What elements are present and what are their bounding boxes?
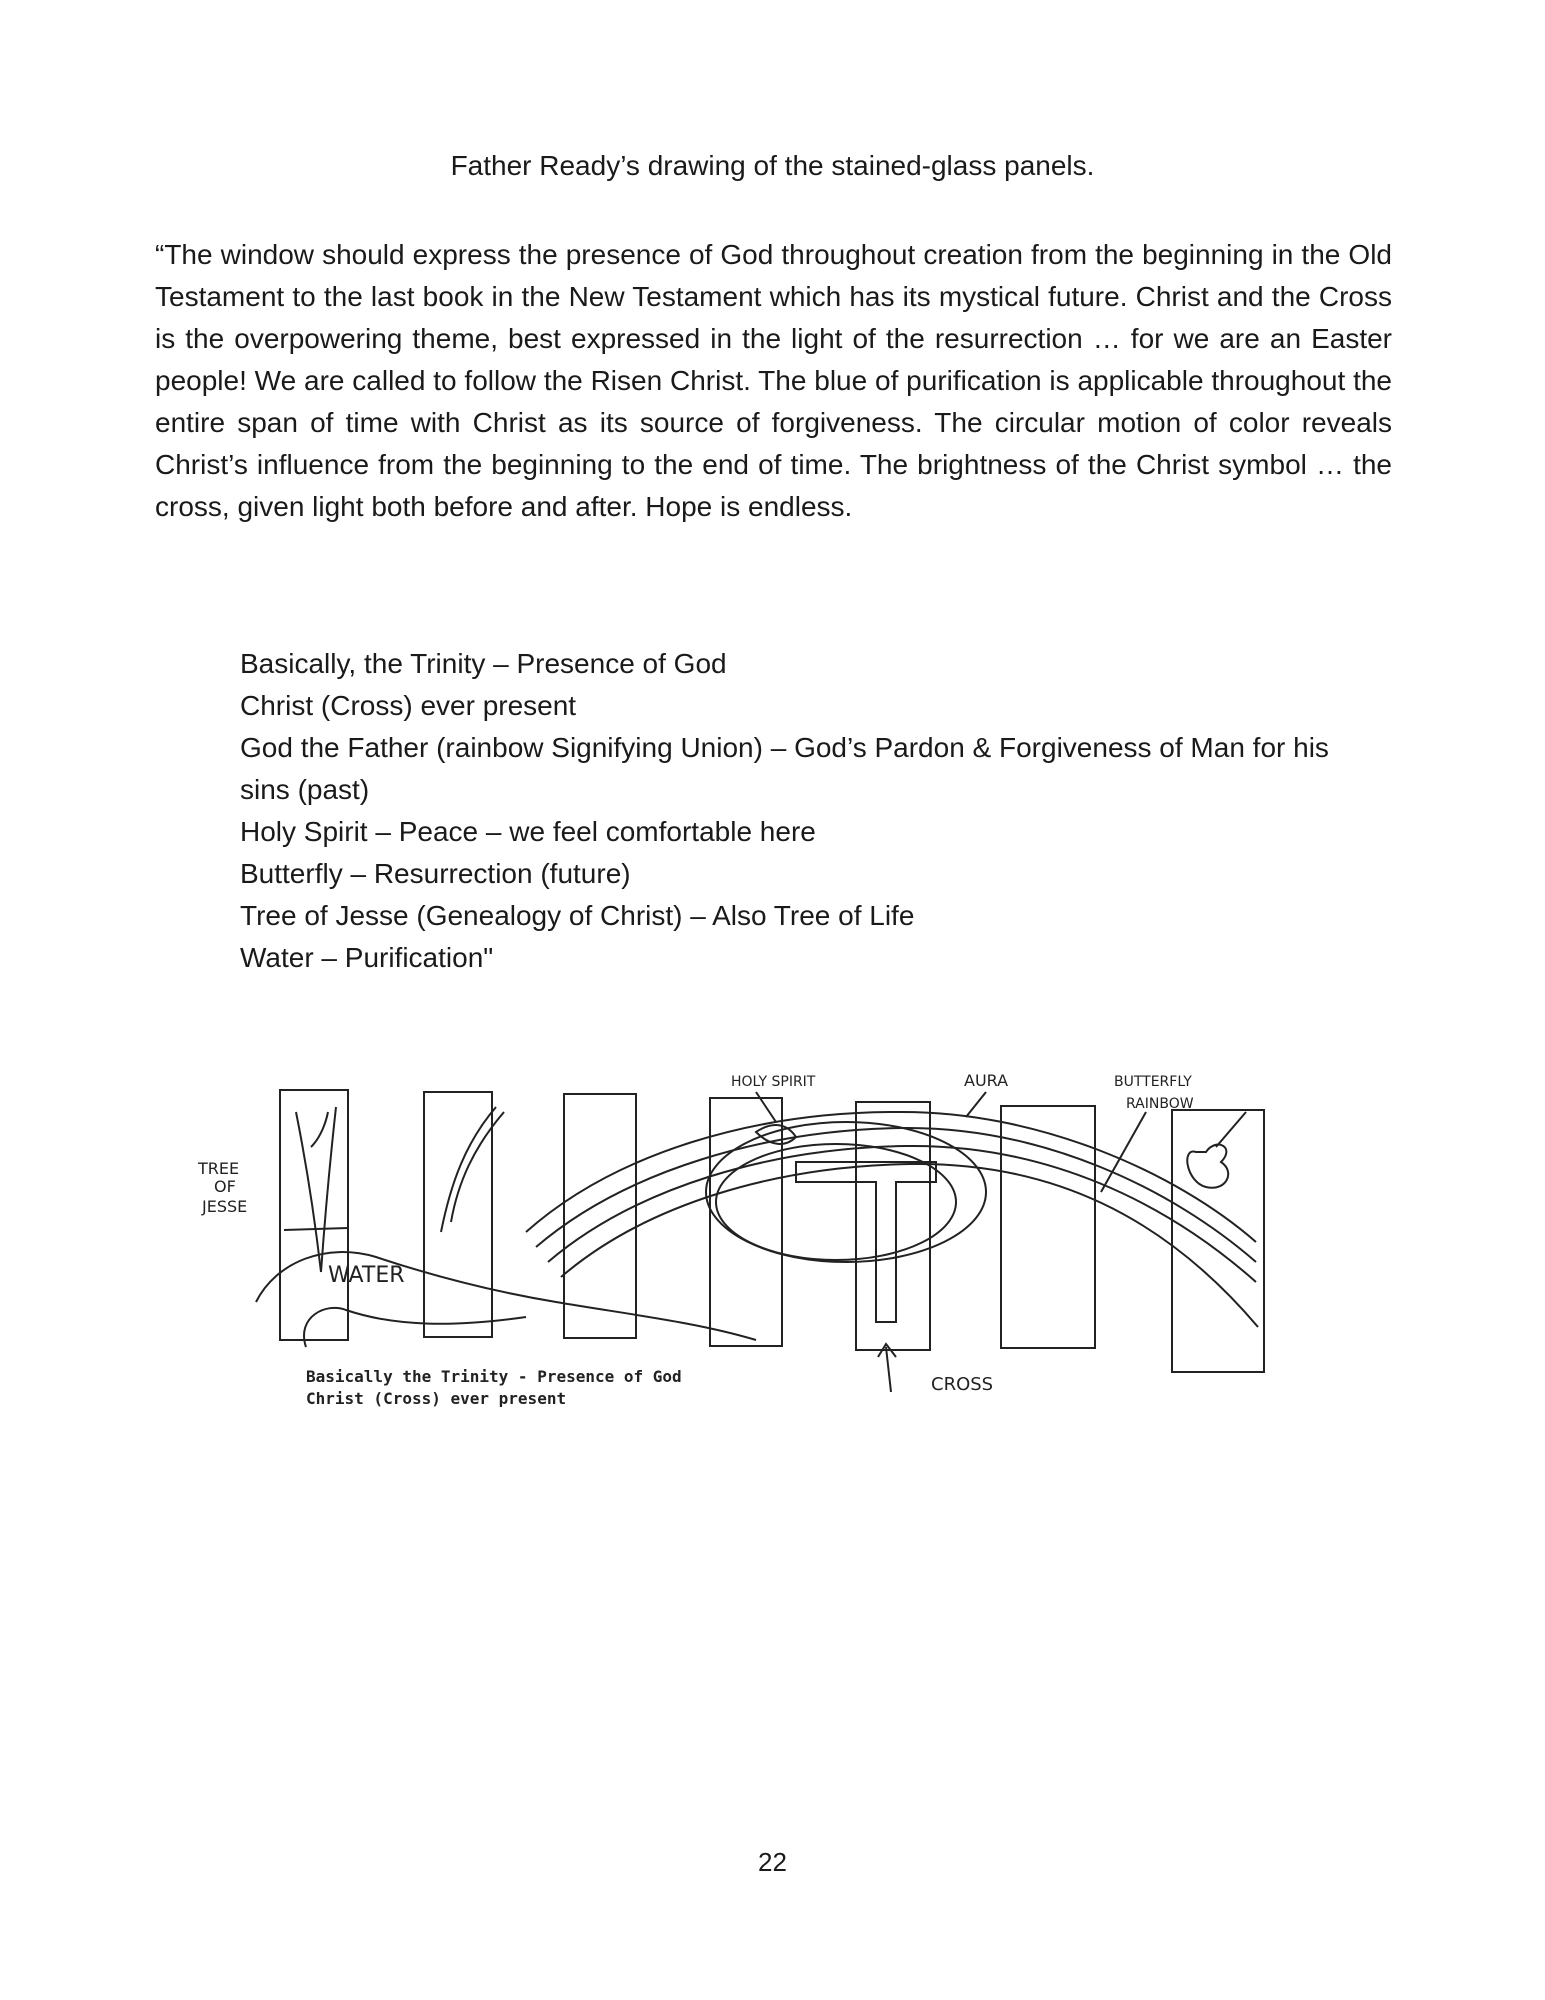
panel-3 [564, 1094, 636, 1338]
quote-paragraph: “The window should express the presence of God throughout creation from the beginning in the Old Testament to the last book in the New Testament which has its mystical future. Christ and the Cross is the overpowering theme, best expressed in the light of the resurrection … for we are an Easter people! We are called to follow the Risen Christ. The blue of purification is applicable throughout the entire span of time with Christ as its source of forgiveness. The circular motion of color reveals Christ’s influence from the beginning to the end of time. The brightness of the Christ symbol … the cross, given light both before and after. Hope is endless. [155, 239, 1392, 522]
panel-6 [1001, 1106, 1095, 1348]
panel2-stroke [441, 1107, 496, 1232]
rainbow-band [548, 1146, 1256, 1282]
aura-arrow [966, 1092, 986, 1117]
butterfly-shape [1187, 1145, 1228, 1188]
label-cross: CROSS [931, 1374, 994, 1395]
stained-glass-sketch [196, 1052, 1344, 1407]
butterfly-arrow [1216, 1112, 1246, 1147]
list-item: Basically, the Trinity – Presence of God [240, 648, 727, 679]
page-number: 22 [758, 1847, 787, 1877]
label-tree: TREE [198, 1159, 240, 1178]
cross-shape [796, 1162, 936, 1322]
label-butterfly: BUTTERFLY [1114, 1074, 1192, 1090]
label-jesse: JESSE [202, 1197, 248, 1216]
list-item: Holy Spirit – Peace – we feel comfortable here [240, 816, 816, 847]
cross-arrow [886, 1347, 891, 1392]
typed-line-2: Christ (Cross) ever present [306, 1389, 567, 1407]
symbol-list [240, 643, 1360, 979]
tree-branch [321, 1107, 336, 1272]
label-holy-spirit: HOLY SPIRIT [731, 1074, 816, 1090]
panel-2 [424, 1092, 492, 1337]
figure-caption: Father Ready’s drawing of the stained-glass panels. [450, 150, 1095, 181]
list-item: God the Father (rainbow Signifying Union) – God’s Pardon & Forgiveness of Man for his sins (past) [240, 732, 1329, 805]
panel-7 [1172, 1110, 1264, 1372]
typed-line-1: Basically the Trinity - Presence of God [306, 1367, 682, 1386]
label-aura: AURA [964, 1071, 1009, 1090]
list-item: Butterfly – Resurrection (future) [240, 858, 631, 889]
label-water: WATER [328, 1263, 405, 1288]
holy-spirit-arrow [756, 1092, 776, 1122]
tree-trunk [296, 1112, 321, 1272]
label-rainbow: RAINBOW [1126, 1096, 1194, 1112]
panel-5 [856, 1102, 930, 1350]
tree-branch-2 [311, 1112, 328, 1147]
rainbow-band [561, 1164, 1258, 1327]
water-arrow [284, 1228, 348, 1230]
sketch-drawing [196, 1052, 1344, 1407]
label-of: OF [214, 1177, 236, 1196]
list-item: Tree of Jesse (Genealogy of Christ) – Also Tree of Life [240, 900, 915, 931]
rainbow-arrow [1101, 1112, 1146, 1192]
list-item: Christ (Cross) ever present [240, 690, 577, 721]
list-item: Water – Purification" [240, 942, 494, 973]
